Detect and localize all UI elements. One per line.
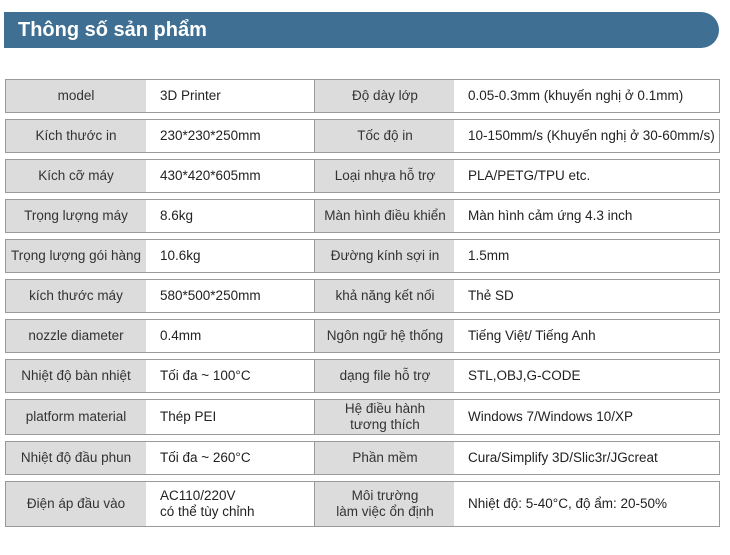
spec-label: Trọng lượng gói hàng (6, 240, 147, 272)
spec-row (5, 159, 720, 193)
spec-label: Ngôn ngữ hệ thống (314, 320, 456, 352)
spec-label: Màn hình điều khiển (314, 200, 456, 232)
spec-value: 0.05-0.3mm (khuyến nghị ở 0.1mm) (454, 80, 719, 112)
spec-row (5, 481, 720, 527)
spec-row (5, 79, 720, 113)
spec-value: Thẻ SD (454, 280, 719, 312)
spec-row (5, 359, 720, 393)
spec-value: Tối đa ~ 100°C (146, 360, 314, 392)
spec-label: Nhiệt độ đầu phun (6, 442, 147, 474)
spec-label: Kích cỡ máy (6, 160, 147, 192)
spec-label: khả năng kết nối (314, 280, 456, 312)
spec-value: 1.5mm (454, 240, 719, 272)
spec-value: Thép PEI (146, 400, 314, 434)
spec-label: Độ dày lớp (314, 80, 456, 112)
spec-label: model (6, 80, 147, 112)
spec-row (5, 119, 720, 153)
spec-value: AC110/220V có thể tùy chỉnh (146, 482, 314, 526)
spec-value: Cura/Simplify 3D/Slic3r/JGcreat (454, 442, 719, 474)
spec-value: 0.4mm (146, 320, 314, 352)
spec-row (5, 319, 720, 353)
spec-label: kích thước máy (6, 280, 147, 312)
spec-value: 3D Printer (146, 80, 314, 112)
spec-value: Tối đa ~ 260°C (146, 442, 314, 474)
spec-value: STL,OBJ,G-CODE (454, 360, 719, 392)
spec-label: Kích thước in (6, 120, 147, 152)
spec-table (5, 79, 720, 533)
spec-value: 8.6kg (146, 200, 314, 232)
spec-label: platform material (6, 400, 147, 434)
spec-label: Môi trường làm việc ổn định (314, 482, 456, 526)
section-header (4, 12, 719, 48)
spec-label: dạng file hỗ trợ (314, 360, 456, 392)
spec-label: Trọng lượng máy (6, 200, 147, 232)
spec-value: PLA/PETG/TPU etc. (454, 160, 719, 192)
spec-row (5, 199, 720, 233)
spec-label: Nhiệt độ bàn nhiệt (6, 360, 147, 392)
spec-value: 580*500*250mm (146, 280, 314, 312)
spec-label: Điện áp đầu vào (6, 482, 147, 526)
spec-label: Tốc độ in (314, 120, 456, 152)
spec-value: Nhiệt độ: 5-40°C, độ ẩm: 20-50% (454, 482, 719, 526)
spec-row (5, 279, 720, 313)
spec-label: Phần mềm (314, 442, 456, 474)
spec-value: 10.6kg (146, 240, 314, 272)
spec-value: Màn hình cảm ứng 4.3 inch (454, 200, 719, 232)
spec-value: Windows 7/Windows 10/XP (454, 400, 719, 434)
spec-value: Tiếng Việt/ Tiếng Anh (454, 320, 719, 352)
spec-label: Đường kính sợi in (314, 240, 456, 272)
spec-label: nozzle diameter (6, 320, 147, 352)
spec-label: Hệ điều hành tương thích (314, 400, 456, 434)
spec-label: Loại nhựa hỗ trợ (314, 160, 456, 192)
spec-value: 230*230*250mm (146, 120, 314, 152)
spec-row (5, 239, 720, 273)
section-title: Thông số sản phẩm (18, 19, 207, 41)
spec-value: 430*420*605mm (146, 160, 314, 192)
spec-row (5, 441, 720, 475)
spec-row (5, 399, 720, 435)
spec-value: 10-150mm/s (Khuyến nghị ở 30-60mm/s) (454, 120, 719, 152)
